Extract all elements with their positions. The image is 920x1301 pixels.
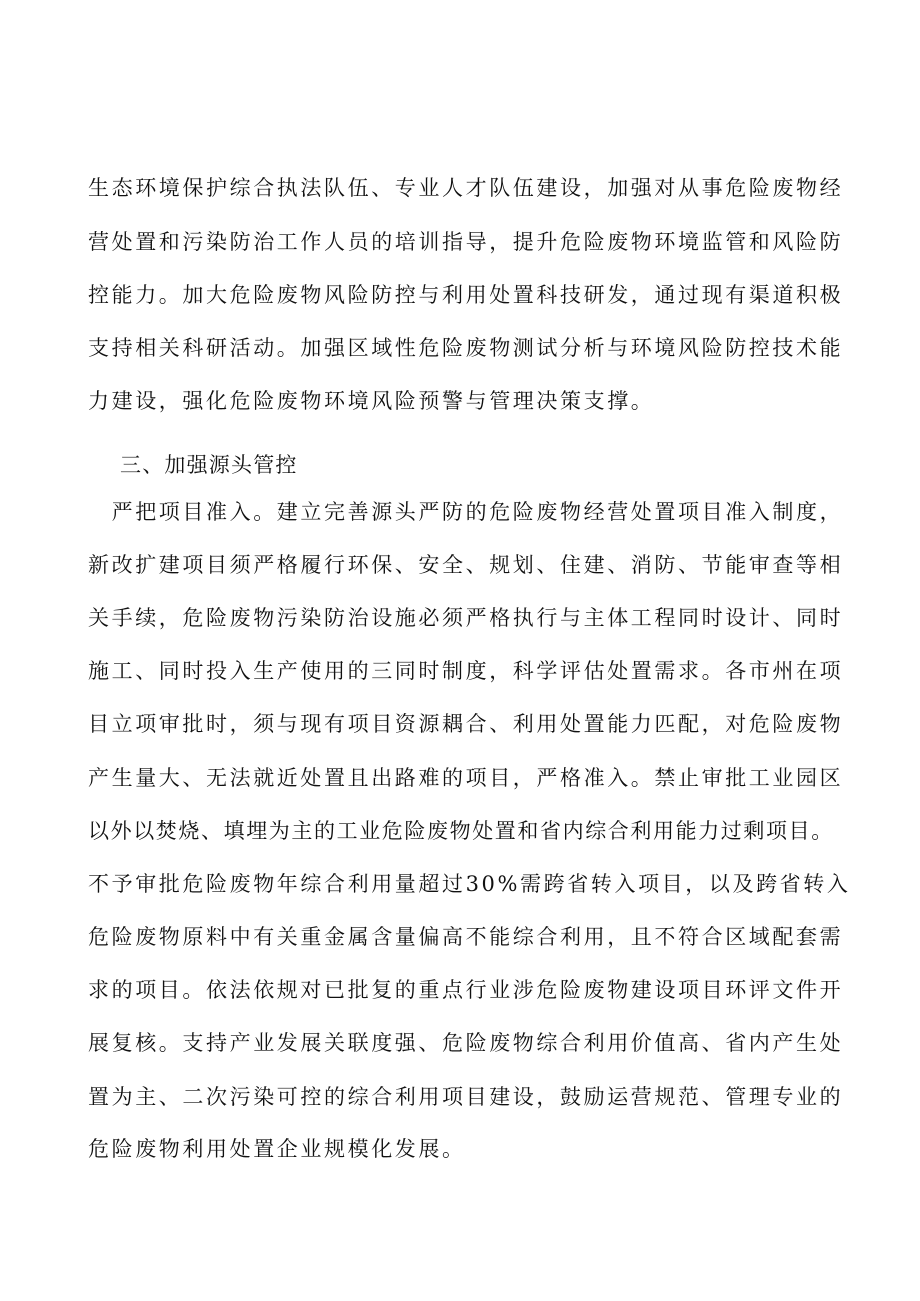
paragraph-2-line: 展复核。支持产业发展关联度强、危险废物综合利用价值高、省内产生处: [88, 1031, 844, 1055]
paragraph-2-line: 严把项目准入。建立完善源头严防的危险废物经营处置项目准入制度，: [88, 500, 844, 524]
section-heading: 三、加强源头管控: [120, 453, 298, 477]
paragraph-2-line: 求的项目。依法依规对已批复的重点行业涉危险废物建设项目环评文件开: [88, 978, 844, 1002]
paragraph-2-line: 危险废物原料中有关重金属含量偏高不能综合利用，且不符合区域配套需: [88, 925, 844, 949]
paragraph-1-line: 控能力。加大危险废物风险防控与利用处置科技研发，通过现有渠道积极: [88, 283, 844, 307]
paragraph-2-line: 新改扩建项目须严格履行环保、安全、规划、住建、消防、节能审查等相: [88, 553, 844, 577]
paragraph-2-line: 目立项审批时，须与现有项目资源耦合、利用处置能力匹配，对危险废物: [88, 712, 844, 736]
paragraph-2-line: 不予审批危险废物年综合利用量超过30%需跨省转入项目，以及跨省转入: [88, 872, 851, 896]
paragraph-1-line: 营处置和污染防治工作人员的培训指导，提升危险废物环境监管和风险防: [88, 230, 844, 254]
paragraph-2-line: 置为主、二次污染可控的综合利用项目建设，鼓励运营规范、管理专业的: [88, 1085, 844, 1109]
paragraph-2-line: 施工、同时投入生产使用的三同时制度，科学评估处置需求。各市州在项: [88, 659, 844, 683]
paragraph-2-line: 关手续，危险废物污染防治设施必须严格执行与主体工程同时设计、同时: [88, 606, 844, 630]
paragraph-2-line: 危险废物利用处置企业规模化发展。: [88, 1137, 466, 1161]
paragraph-1-line: 力建设，强化危险废物环境风险预警与管理决策支撑。: [88, 389, 655, 413]
paragraph-2-line: 以外以焚烧、填埋为主的工业危险废物处置和省内综合利用能力过剩项目。: [88, 819, 834, 843]
paragraph-2-line: 产生量大、无法就近处置且出路难的项目，严格准入。禁止审批工业园区: [88, 766, 844, 790]
paragraph-1-line: 生态环境保护综合执法队伍、专业人才队伍建设，加强对从事危险废物经: [88, 176, 844, 200]
paragraph-1-line: 支持相关科研活动。加强区域性危险废物测试分析与环境风险防控技术能: [88, 336, 844, 360]
